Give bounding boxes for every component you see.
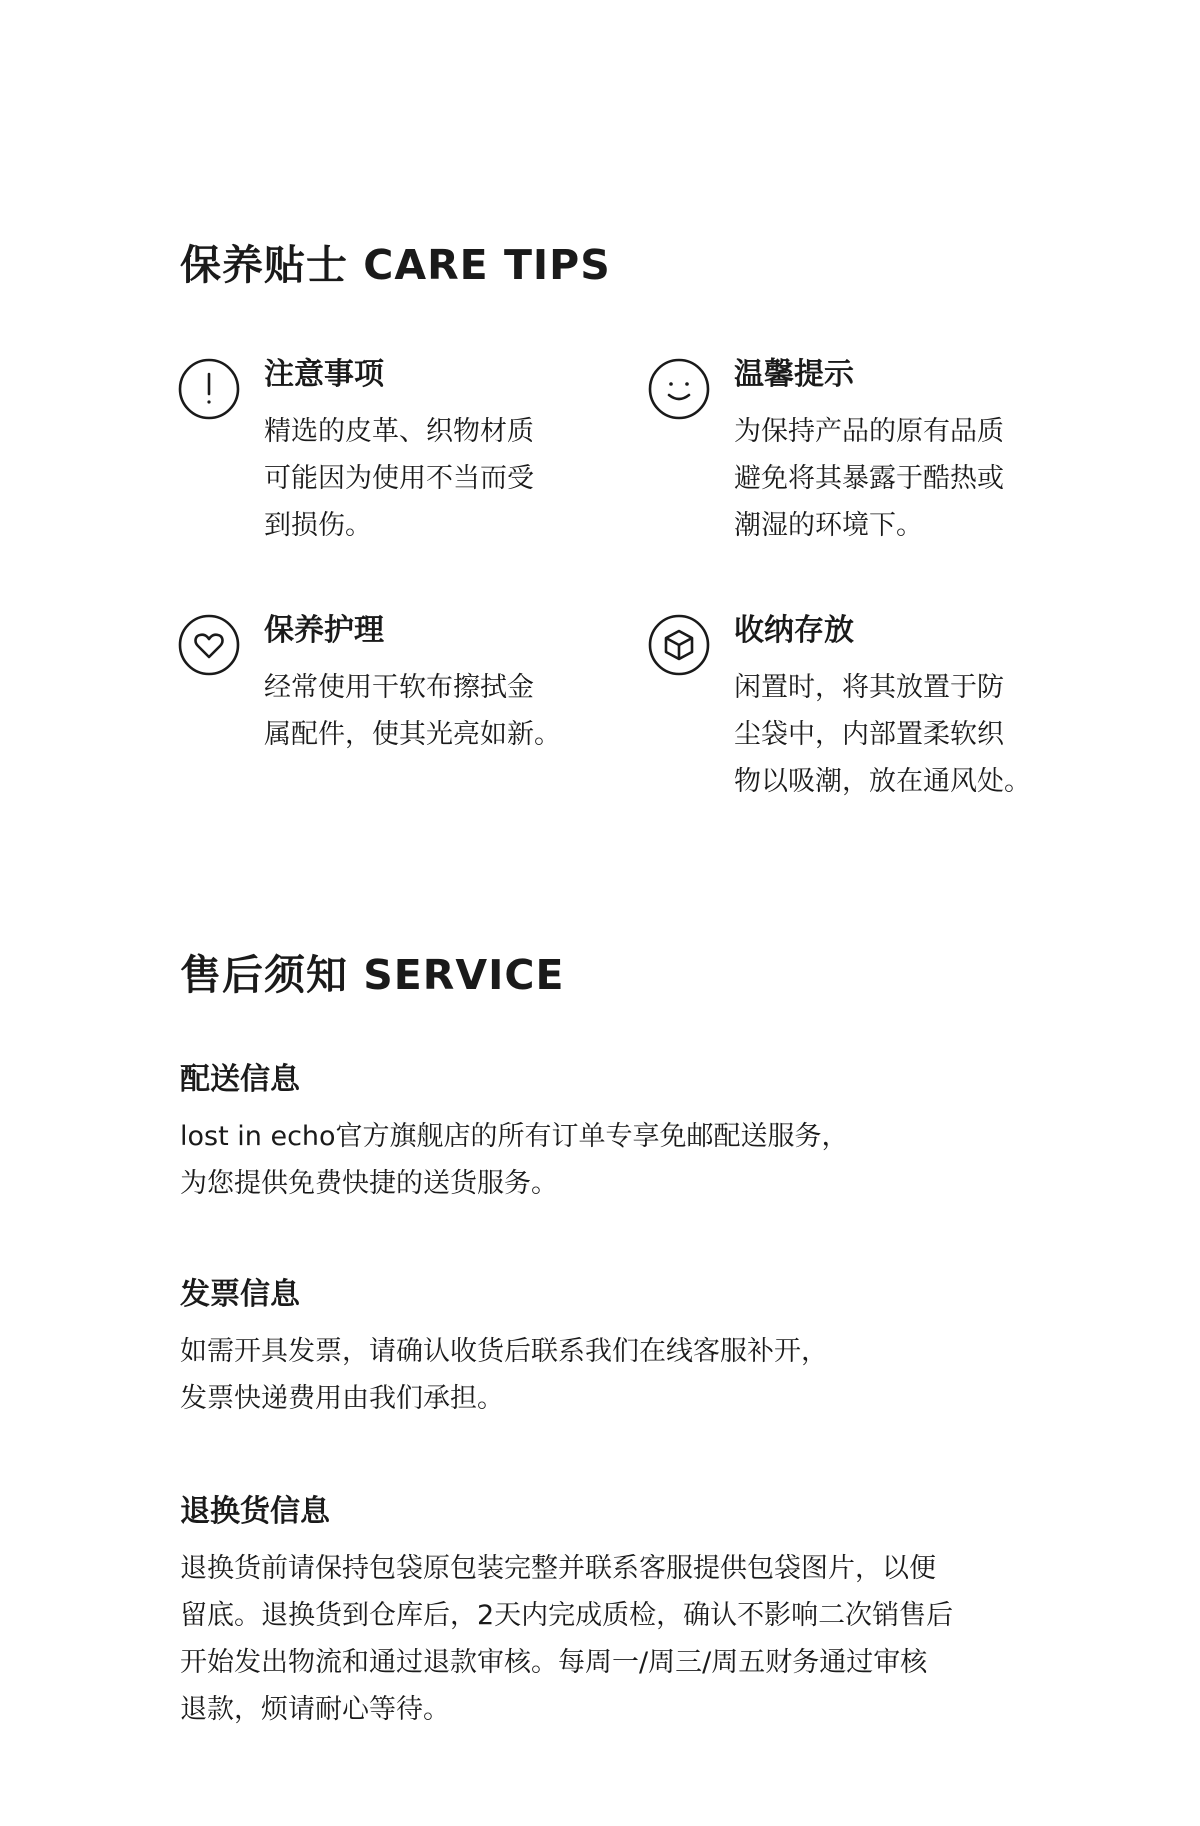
service-item-text: lost in echo官方旗舰店的所有订单专享免邮配送服务， 为您提供免费快捷的送货服务。 (180, 1121, 849, 1199)
tip-title: 保养护理 (264, 613, 384, 648)
smiley-icon (648, 358, 710, 420)
service-item-text: 退换货前请保持包袋原包装完整并联系客服提供包袋图片，以便 留底。退换货到仓库后，2天内完成质检，确认不影响二次销售后 开始发出物流和通过退款审核。每周一/周三/周五财务通过审核 退款，烦请耐心等待。 (180, 1553, 954, 1725)
heart-icon (178, 614, 240, 676)
service-item-delivery (180, 1062, 1060, 1207)
tip-title: 温馨提示 (734, 357, 854, 392)
service-item-text: 如需开具发票，请确认收货后联系我们在线客服补开， 发票快递费用由我们承担。 (180, 1336, 828, 1414)
service-item-returns (180, 1494, 1060, 1733)
tip-title: 注意事项 (264, 357, 384, 392)
service-item-title: 发票信息 (180, 1277, 300, 1312)
tip-title: 收纳存放 (734, 613, 854, 648)
service-title: 售后须知 SERVICE (180, 951, 565, 999)
care-tips-title: 保养贴士 CARE TIPS (180, 241, 611, 289)
tip-text: 为保持产品的原有品质 避免将其暴露于酷热或 潮湿的环境下。 (734, 416, 1004, 541)
tip-text: 精选的皮革、织物材质 可能因为使用不当而受 到损伤。 (264, 416, 534, 541)
box-icon (648, 614, 710, 676)
service-item-title: 退换货信息 (180, 1494, 330, 1529)
service-item-invoice (180, 1277, 1060, 1422)
tip-text: 经常使用干软布擦拭金 属配件，使其光亮如新。 (264, 672, 561, 750)
service-item-title: 配送信息 (180, 1062, 300, 1097)
tip-text: 闲置时，将其放置于防 尘袋中，内部置柔软织 物以吸潮，放在通风处。 (734, 672, 1031, 797)
exclamation-icon (178, 358, 240, 420)
